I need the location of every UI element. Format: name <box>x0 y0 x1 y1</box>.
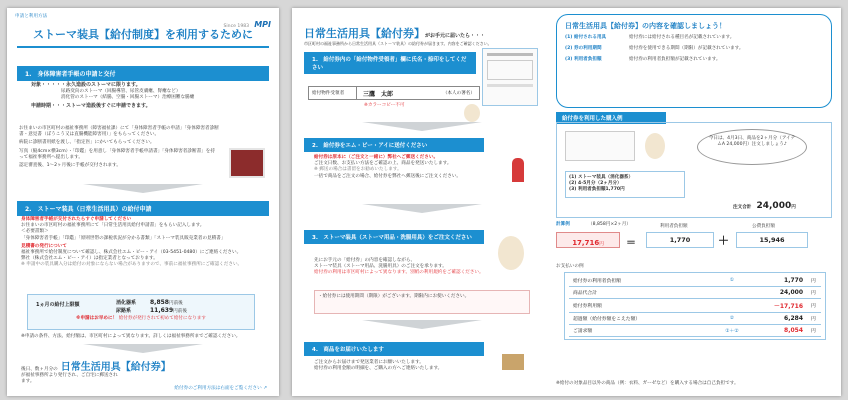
step-3-body <box>314 258 490 277</box>
step-3-note: ・給付券には使用期間（期限）がございます。期限内にお使いください。 <box>318 294 470 299</box>
see-right-page-link[interactable]: 給付券のご利用方法は右面をご覧ください ↗ <box>174 385 267 391</box>
no-color-copy-note: ※カラーコピー不可 <box>364 103 405 108</box>
table-cell-value: －17,716 <box>749 299 807 313</box>
table-cell-mark: ①＋② <box>715 325 749 337</box>
limit-unit-2: 円前後 <box>173 309 187 315</box>
s2-line6: 福祉事務所で給付制度について確認し、株式会社エム・ピー・アイ（03-5451-0480）にご連絡ください。 <box>21 249 242 255</box>
step-4-heading: 4. 商品をお届けいたします <box>304 342 484 356</box>
table-cell-unit: 円 <box>807 275 821 287</box>
arrow-icon <box>83 184 203 193</box>
voucher-sample-illustration <box>565 131 635 161</box>
person-illustration <box>464 104 480 122</box>
left-page <box>7 8 279 396</box>
confirm-list <box>565 35 823 64</box>
limit-unit-1: 円前後 <box>168 301 183 306</box>
caution-text-2: 給付券が発行されて初めて給付になります <box>118 316 206 322</box>
calc-total: 17,716 <box>572 239 600 247</box>
table-cell-mark <box>715 299 749 313</box>
calc-sub: （8,858円×2ヶ月） <box>588 222 631 227</box>
s2-line8: ※ 申請中の装具購入分は給付の対象にならない場合がありますので、事前に福祉事務所にご確認ください。 <box>21 262 243 268</box>
confirm-item-number: (2) 券の利用期間 <box>565 46 602 52</box>
postbox-illustration <box>512 158 524 182</box>
recipient-name: 三鷹 太郎 <box>363 90 394 98</box>
voucher-label: 日常生活用具【給付券】 <box>60 362 171 373</box>
table-row <box>569 287 821 299</box>
s2-line3: ＜必要書類＞ <box>21 229 49 235</box>
s2-line7: 弊社（株式会社エム・ピー・アイ）は指定業者となっております。 <box>21 256 158 262</box>
calc-public-label: 公費負担額 <box>752 224 775 229</box>
equals-icon: ＝ <box>626 238 636 249</box>
package-illustration <box>502 354 524 370</box>
step-3-note-box <box>314 290 530 314</box>
table-cell-unit: 円 <box>807 299 821 313</box>
table-cell-value: 1,770 <box>749 275 807 287</box>
table-row <box>569 275 821 287</box>
arrow-icon <box>83 344 203 353</box>
person-illustration <box>645 133 665 159</box>
confirm-item-number: (1) 給付される用具 <box>565 35 607 40</box>
s1-line2: 尿路変向のストーマ（回腸導管、尿管皮膚瘻、腎瘻など） <box>61 88 181 94</box>
table-cell-value: 24,000 <box>749 287 807 299</box>
page-title: ストーマ装具【給付制度】を利用するために <box>17 26 269 48</box>
step-3-heading: 3. ストーマ装具（ストーマ用品・洗腸用具）をご注文ください <box>304 230 484 244</box>
voucher-title-suffix: がお手元に届いたら・・・ <box>425 33 486 39</box>
voucher-title: 日常生活用具【給付券】 <box>304 27 425 40</box>
s2-line1: 身体障害者手帳が交付されたらすぐ申請してください <box>21 217 132 222</box>
example-line: (2) 4-5月分（2ヶ月分） <box>569 181 622 187</box>
s1-line4: 申請時期・・・ストーマ造設後すぐに申請できます。 <box>31 103 151 110</box>
example-line: (1) ストーマ装具（消化器系） <box>569 175 634 180</box>
s2-line2: お住まいの市区町村の福祉事務所にて「日常生活用具給付申請書」をもらい記入します。 <box>21 223 205 229</box>
s2-footer-note: ※申請の条件、方法、給付額は、市区町村によって異なります。詳しくは福祉事務所までご確認ください。 <box>21 334 241 339</box>
table-row <box>569 299 821 313</box>
monthly-limit-box <box>27 294 255 330</box>
confirm-item <box>565 57 823 63</box>
calc-self: 1,770 <box>669 236 691 244</box>
table-cell-label: ご請求額 <box>569 325 715 337</box>
order-total-amount: 24,000 <box>756 201 792 211</box>
confirm-box <box>556 14 832 108</box>
table-cell-mark <box>715 287 749 299</box>
s1-line1: 対象・・・・・永久造設のストーマに限ります。 <box>31 82 141 88</box>
recipient-field <box>308 86 480 100</box>
calc-label: 計算例 <box>556 222 570 227</box>
payment-table-box <box>564 272 826 340</box>
step-4-line2: 給付券の利用金額の明細を、ご購入の方へご連絡いたします。 <box>314 366 443 372</box>
after-text: 後日、数ヶ月分の <box>21 366 58 372</box>
calc-self-label: 利用者負担額 <box>660 224 688 229</box>
s2-line5: 見積書の発行について <box>21 243 67 249</box>
confirm-item-number: (3) 利用者負担額 <box>565 57 602 63</box>
table-cell-unit: 円 <box>807 287 821 299</box>
table-cell-label: 商品代合計 <box>569 287 715 299</box>
section-1-heading: 1. 身体障害者手帳の申請と交付 <box>17 66 269 81</box>
table-row <box>569 325 821 337</box>
table-cell-value: 6,284 <box>749 313 807 325</box>
intro-text: 市区町村の福祉事務所から日常生活用具（ストーマ装具）の給付券が届きます。内容をご確認ください。 <box>304 41 492 46</box>
top-label: 申請と利用方法 <box>15 14 48 19</box>
voucher-illustration <box>482 48 538 106</box>
s1-line3: 消化管のストーマ（結腸、空腸・回腸ストーマ）治療困難な腸瘻 <box>61 94 195 100</box>
section-2-body <box>21 217 269 269</box>
confirm-item <box>565 46 823 52</box>
table-cell-value: 8,054 <box>749 325 807 337</box>
step-3-line2: ストーマ装具（ストーマ用品、洗腸用具）のご注文を承ります。 <box>314 264 447 270</box>
arrow-icon <box>362 204 482 213</box>
arrow-icon <box>362 122 482 131</box>
logo-text: MPI <box>254 20 271 29</box>
table-cell-unit: 円 <box>807 325 821 337</box>
phone-person-illustration <box>498 236 524 270</box>
plus-icon: ＋ <box>718 234 729 247</box>
s1-note3: 写真（縦4cm×横3cm）・「印鑑」を用意し「身体障害者手帳申請書」「身体障害者診断書」を持って福祉事務所へ提出します。 <box>19 148 215 160</box>
step-4-body <box>314 360 484 372</box>
step-2-body <box>314 155 484 180</box>
confirm-item <box>565 35 823 41</box>
page-2-bottom-note: ※給付の対象品目以外の商品（例：衣料、ガーゼなど）を購入する場合は自己負担です。 <box>556 381 739 386</box>
table-cell-mark: ① <box>715 275 749 287</box>
calc-public: 15,946 <box>759 236 785 244</box>
example-title: 給付券を利用した購入例 <box>556 112 666 124</box>
confirm-item-text: 給付券を使用できる期間（期限）が記載されています。 <box>629 46 744 52</box>
s2-line4: 「身体障害者手帳」「印鑑」「原則世帯の課税状況が分かる書類」「ストーマ装具販売業者の見積書」 <box>21 235 226 241</box>
order-total-label: 注文合計 <box>733 205 752 210</box>
limit-digestive-name: 消化器系 <box>116 300 137 306</box>
result-text <box>21 358 269 385</box>
example-speech-bubble: 今日は、4月3日、商品を2ヶ月分（アイテムA 24,000円）注文しましょう♪ <box>697 129 807 165</box>
handbook-illustration <box>229 148 265 178</box>
confirm-item-text: 給付券には給付される種目名が記載されています。 <box>629 35 735 40</box>
calc-note: お支払いの例 <box>556 264 584 269</box>
table-row <box>569 313 821 325</box>
payment-table <box>569 275 821 337</box>
caution-text: ※申請はお早めに！ <box>76 316 118 322</box>
section-2-heading: 2. ストーマ装具（日常生活用具）の給付申請 <box>17 201 269 216</box>
step-2-line1: 給付券は原本に（ご注文と一緒に）弊社へご郵送ください。 <box>314 155 439 160</box>
step-3-line3: 給付券の利用は市区町村によって異なります。別紙の利用規約をご確認ください。 <box>314 270 484 276</box>
logo-since: Since 1983 <box>223 24 250 29</box>
step-4-line1: ご注文からお届けまで発送業者にお願いいたします。 <box>314 360 424 365</box>
recipient-field-label: 給付物件受領者 <box>309 87 357 99</box>
right-page <box>292 8 841 396</box>
arrow-icon <box>362 320 482 329</box>
example-lines <box>565 171 685 198</box>
calc-self-box <box>646 232 714 248</box>
step-2-heading: 2. 給付券をエム・ピー・アイに送付ください <box>304 138 484 152</box>
limit-digestive-amount: 8,858 <box>150 299 169 306</box>
s1-note1: お住まいの市区町村の福祉事務所（障害福祉課）にて「身体障害者手帳の申請」「身体障害者診断書・意見書（ぼうこう又は直腸機能障害用）」をもらってください。 <box>19 126 219 138</box>
monthly-limit-label: 1ヵ月の給付上限額 <box>36 302 80 308</box>
step-2-line2: ご注文日数、お支払い方法をご確認の上、商品を発送いたします。 <box>314 161 452 167</box>
recipient-field-note: （本人の署名） <box>442 91 475 96</box>
calc-total-unit: 円 <box>599 242 604 247</box>
example-box <box>556 122 832 218</box>
table-cell-unit: 円 <box>807 313 821 325</box>
confirm-title: 日常生活用具【給付券】の内容を確認しましょう！ <box>565 22 726 30</box>
section-1-steps <box>19 126 219 169</box>
table-cell-label: 超過額（給付券額をこえた額） <box>569 313 715 325</box>
step-2-line3: ※ 郵送の場合は書留をお勧めいたします。 <box>314 167 402 173</box>
order-total <box>733 193 796 212</box>
limit-urinary-name: 尿路系 <box>116 308 132 315</box>
s1-note4: 認定審査後、1〜2ヶ月後に手帳が交付されます。 <box>19 162 121 168</box>
calc-public-box <box>736 232 808 248</box>
table-cell-label: 給付券利用額 <box>569 299 715 313</box>
after-text-2: が福祉事務所より発行され、ご自宅に郵送されます。 <box>21 373 118 385</box>
order-total-unit: 円 <box>791 205 796 210</box>
limit-urinary-amount: 11,639 <box>150 307 174 315</box>
calc-total-box <box>556 232 620 248</box>
table-cell-label: 給付券の利用者負担額 <box>569 275 715 287</box>
table-cell-mark: ② <box>715 313 749 325</box>
step-1-heading: 1. 給付券内の「給付物件受領者」欄に氏名・捺印をしてください <box>304 52 476 74</box>
section-1-conditions <box>31 82 257 110</box>
page-2-title <box>304 22 534 41</box>
confirm-item-text: 給付券の利用者負担額が記載されています。 <box>629 57 721 63</box>
step-2-line4: 一括で商品をご注文の場合、給付券を弊社へ郵送後にご注文ください。 <box>314 173 462 179</box>
example-line: (3) 利用者負担額1,770円 <box>569 187 625 193</box>
s1-note2: 病院に診断書用紙を渡し、「指定医」にかいてもらってください。 <box>19 140 155 146</box>
step-3-line1: 先にお手元の「給付券」の内容を確認しながら、 <box>314 258 416 263</box>
